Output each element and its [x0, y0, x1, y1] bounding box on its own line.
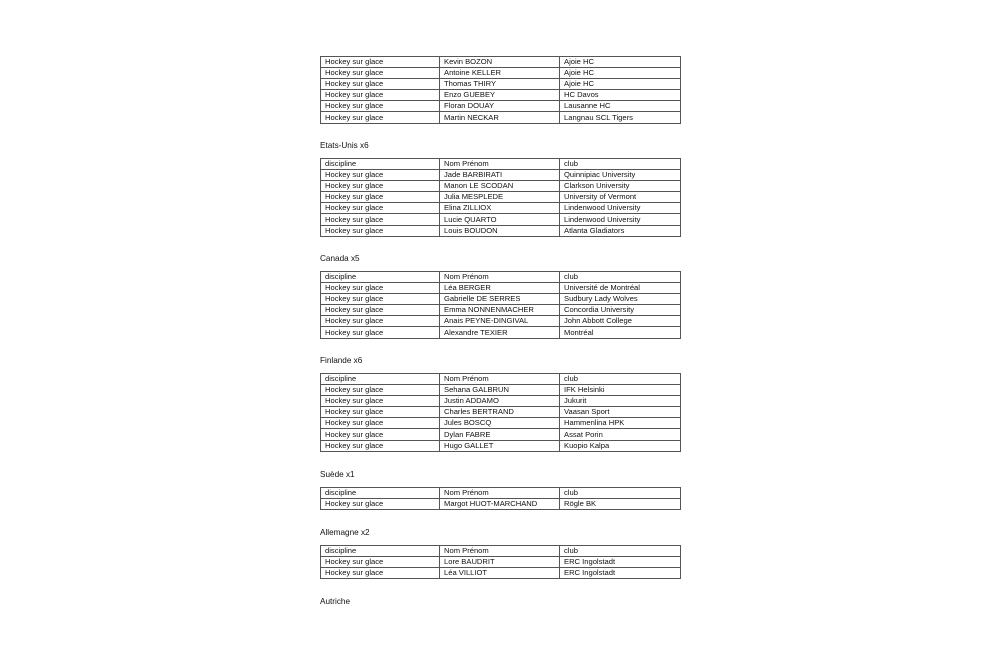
- discipline-cell: Hockey sur glace: [321, 283, 440, 294]
- name-cell: Léa BERGER: [440, 283, 560, 294]
- club-cell: University of Vermont: [560, 192, 681, 203]
- column-header: Nom Prénom: [440, 488, 560, 499]
- discipline-cell: Hockey sur glace: [321, 407, 440, 418]
- table-header-row: [321, 272, 681, 283]
- club-cell: Assat Porin: [560, 429, 681, 440]
- name-cell: Hugo GALLET: [440, 440, 560, 451]
- table-row: [321, 214, 681, 225]
- column-header: discipline: [321, 546, 440, 557]
- name-cell: Anais PEYNE-DINGIVAL: [440, 316, 560, 327]
- club-cell: Vaasan Sport: [560, 407, 681, 418]
- table-row: [321, 396, 681, 407]
- table-row: [321, 440, 681, 451]
- club-cell: ERC Ingolstadt: [560, 568, 681, 579]
- discipline-cell: Hockey sur glace: [321, 68, 440, 79]
- name-cell: Emma NONNENMACHER: [440, 305, 560, 316]
- column-header: discipline: [321, 488, 440, 499]
- name-cell: Justin ADDAMO: [440, 396, 560, 407]
- discipline-cell: Hockey sur glace: [321, 203, 440, 214]
- discipline-cell: Hockey sur glace: [321, 90, 440, 101]
- roster-section: [320, 373, 681, 452]
- club-cell: Hammenlina HPK: [560, 418, 681, 429]
- roster-table: [320, 271, 681, 339]
- table-row: [321, 112, 681, 123]
- discipline-cell: Hockey sur glace: [321, 79, 440, 90]
- table-row: [321, 101, 681, 112]
- discipline-cell: Hockey sur glace: [321, 225, 440, 236]
- roster-section: [320, 545, 681, 579]
- club-cell: Langnau SCL Tigers: [560, 112, 681, 123]
- column-header: discipline: [321, 272, 440, 283]
- discipline-cell: Hockey sur glace: [321, 385, 440, 396]
- table-row: [321, 429, 681, 440]
- discipline-cell: Hockey sur glace: [321, 429, 440, 440]
- club-cell: Quinnipiac University: [560, 170, 681, 181]
- section-heading-finlande-x6: Finlande x6: [320, 356, 363, 365]
- discipline-cell: Hockey sur glace: [321, 440, 440, 451]
- name-cell: Lore BAUDRIT: [440, 557, 560, 568]
- name-cell: Gabrielle DE SERRES: [440, 294, 560, 305]
- table-row: [321, 327, 681, 338]
- name-cell: Louis BOUDON: [440, 225, 560, 236]
- club-cell: Sudbury Lady Wolves: [560, 294, 681, 305]
- name-cell: Charles BERTRAND: [440, 407, 560, 418]
- roster-section: [320, 158, 681, 237]
- club-cell: Rögle BK: [560, 499, 681, 510]
- section-heading-suede-x1: Suède x1: [320, 470, 355, 479]
- club-cell: ERC Ingolstadt: [560, 557, 681, 568]
- table-header-row: [321, 546, 681, 557]
- table-row: [321, 79, 681, 90]
- name-cell: Jules BOSCQ: [440, 418, 560, 429]
- name-cell: Kevin BOZON: [440, 57, 560, 68]
- table-row: [321, 316, 681, 327]
- name-cell: Antoine KELLER: [440, 68, 560, 79]
- club-cell: Kuopio Kalpa: [560, 440, 681, 451]
- table-row: [321, 283, 681, 294]
- club-cell: Université de Montréal: [560, 283, 681, 294]
- discipline-cell: Hockey sur glace: [321, 418, 440, 429]
- discipline-cell: Hockey sur glace: [321, 557, 440, 568]
- column-header: discipline: [321, 159, 440, 170]
- discipline-cell: Hockey sur glace: [321, 316, 440, 327]
- club-cell: Concordia University: [560, 305, 681, 316]
- discipline-cell: Hockey sur glace: [321, 192, 440, 203]
- name-cell: Alexandre TEXIER: [440, 327, 560, 338]
- roster-table: [320, 373, 681, 452]
- discipline-cell: Hockey sur glace: [321, 396, 440, 407]
- discipline-cell: Hockey sur glace: [321, 214, 440, 225]
- column-header: discipline: [321, 374, 440, 385]
- table-row: [321, 192, 681, 203]
- column-header: Nom Prénom: [440, 546, 560, 557]
- name-cell: Floran DOUAY: [440, 101, 560, 112]
- club-cell: Ajoie HC: [560, 79, 681, 90]
- column-header: club: [560, 488, 681, 499]
- roster-section: [320, 271, 681, 339]
- club-cell: Ajoie HC: [560, 68, 681, 79]
- name-cell: Dylan FABRE: [440, 429, 560, 440]
- club-cell: HC Davos: [560, 90, 681, 101]
- club-cell: Lindenwood University: [560, 203, 681, 214]
- column-header: Nom Prénom: [440, 374, 560, 385]
- table-header-row: [321, 488, 681, 499]
- roster-table: [320, 158, 681, 237]
- club-cell: Clarkson University: [560, 181, 681, 192]
- table-row: [321, 385, 681, 396]
- club-cell: Montréal: [560, 327, 681, 338]
- table-row: [321, 407, 681, 418]
- table-header-row: [321, 159, 681, 170]
- table-row: [321, 90, 681, 101]
- discipline-cell: Hockey sur glace: [321, 305, 440, 316]
- club-cell: Atlanta Gladiators: [560, 225, 681, 236]
- discipline-cell: Hockey sur glace: [321, 170, 440, 181]
- table-row: [321, 294, 681, 305]
- table-row: [321, 499, 681, 510]
- column-header: club: [560, 272, 681, 283]
- table-row: [321, 68, 681, 79]
- discipline-cell: Hockey sur glace: [321, 57, 440, 68]
- roster-table: [320, 487, 681, 510]
- name-cell: Margot HUOT-MARCHAND: [440, 499, 560, 510]
- name-cell: Manon LE SCODAN: [440, 181, 560, 192]
- discipline-cell: Hockey sur glace: [321, 101, 440, 112]
- section-heading-canada-x5: Canada x5: [320, 254, 360, 263]
- table-row: [321, 305, 681, 316]
- club-cell: Ajoie HC: [560, 57, 681, 68]
- table-row: [321, 418, 681, 429]
- table-row: [321, 568, 681, 579]
- club-cell: IFK Helsinki: [560, 385, 681, 396]
- name-cell: Sehana GALBRUN: [440, 385, 560, 396]
- column-header: Nom Prénom: [440, 159, 560, 170]
- name-cell: Elina ZILLIOX: [440, 203, 560, 214]
- name-cell: Jade BARBIRATI: [440, 170, 560, 181]
- discipline-cell: Hockey sur glace: [321, 294, 440, 305]
- section-heading-allemagne-x2: Allemagne x2: [320, 528, 370, 537]
- roster-table: [320, 545, 681, 579]
- column-header: Nom Prénom: [440, 272, 560, 283]
- table-row: [321, 557, 681, 568]
- name-cell: Enzo GUEBEY: [440, 90, 560, 101]
- column-header: club: [560, 159, 681, 170]
- table-header-row: [321, 374, 681, 385]
- discipline-cell: Hockey sur glace: [321, 181, 440, 192]
- club-cell: Lindenwood University: [560, 214, 681, 225]
- club-cell: Lausanne HC: [560, 101, 681, 112]
- discipline-cell: Hockey sur glace: [321, 327, 440, 338]
- name-cell: Thomas THIRY: [440, 79, 560, 90]
- name-cell: Lucie QUARTO: [440, 214, 560, 225]
- name-cell: Julia MESPLEDE: [440, 192, 560, 203]
- table-row: [321, 57, 681, 68]
- discipline-cell: Hockey sur glace: [321, 499, 440, 510]
- roster-table: [320, 56, 681, 124]
- discipline-cell: Hockey sur glace: [321, 568, 440, 579]
- roster-section: [320, 487, 681, 510]
- discipline-cell: Hockey sur glace: [321, 112, 440, 123]
- column-header: club: [560, 546, 681, 557]
- column-header: club: [560, 374, 681, 385]
- section-heading-autriche: Autriche: [320, 597, 351, 606]
- section-heading-etats-unis-x6: Etats-Unis x6: [320, 141, 369, 150]
- name-cell: Martin NECKAR: [440, 112, 560, 123]
- name-cell: Léa VILLIOT: [440, 568, 560, 579]
- club-cell: Jukurit: [560, 396, 681, 407]
- club-cell: John Abbott College: [560, 316, 681, 327]
- table-row: [321, 225, 681, 236]
- table-row: [321, 170, 681, 181]
- table-row: [321, 203, 681, 214]
- roster-section: [320, 56, 681, 124]
- table-row: [321, 181, 681, 192]
